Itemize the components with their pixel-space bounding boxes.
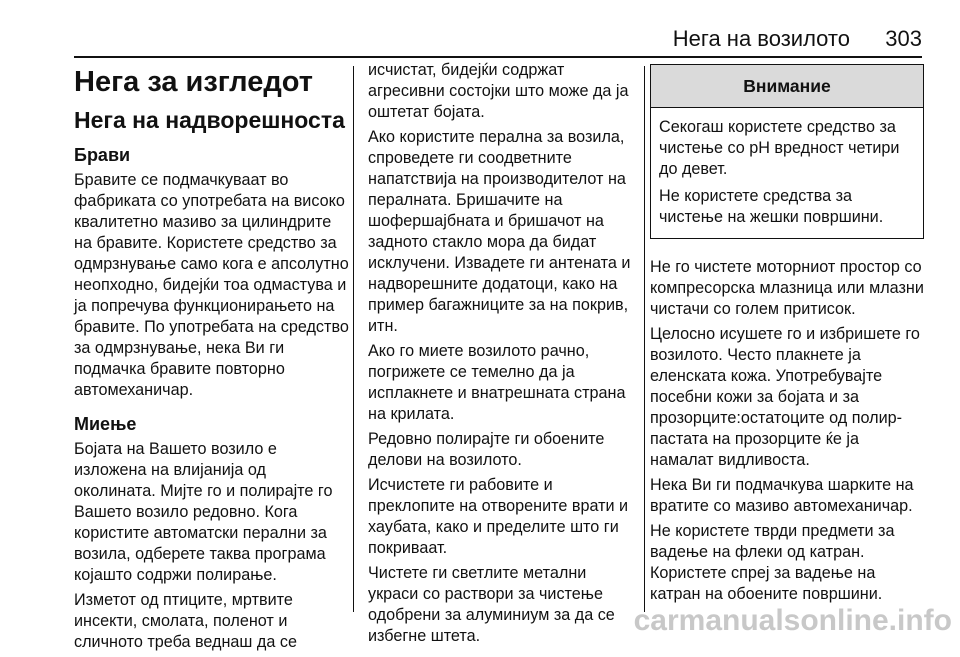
washing-paragraph-1: Бојата на Вашето возило е изложена на влијанија од околината. Мијте го и полирајте го Вашето возило редовно. Кога користите автоматски перални за возила, одберете таква програма којашто содржи полирање.	[74, 440, 333, 584]
paragraph: Нека Ви ги подмачкува шарките на вратите со мазиво автомеханичар.	[650, 476, 914, 515]
paragraph: Ако користите перална за возила, спроведете ги соодветните напатствија на производителот на пералната. Бришачите на шофершајбната и бришачот на задното стакло мора да бидат исклучени. Извадете ги антената и надворешните додатоци, како на пример багажниците за на покрив, итн.	[368, 128, 631, 335]
page-number: 303	[885, 26, 922, 51]
paragraph: Не користете тврди предмети за вадење на флеки од катран. Користете спреј за вадење на катран на обоените површини.	[650, 522, 895, 603]
watermark: carmanualsonline.info	[633, 604, 952, 637]
washing-heading: Миење	[74, 414, 137, 434]
paragraph: Ако го миете возилото рачно, погрижете се темелно да ја исплакнете и внатрешната страна на крилата.	[368, 342, 626, 423]
paragraph: Целосно исушете го и избришете го возилото. Често плакнете ја еленската кожа. Употребувајте посебни кожи за бојата и за прозорците:остатоците од полир-пастата на прозорците ќе ја намалат видливоста.	[650, 325, 920, 469]
warning-paragraph-1: Секогаш користете средство за чистење со pH вредност четири до девет.	[659, 118, 900, 178]
paragraph: Редовно полирајте ги обоените делови на возилото.	[368, 430, 605, 469]
warning-title: Внимание	[651, 65, 923, 108]
paragraph: Исчистете ги рабовите и преклопите на отворените врати и хаубата, како и пределите што ги покриваат.	[368, 476, 629, 557]
paragraph: исчистат, бидејќи содржат агресивни состојки што може да ја оштетат бојата.	[368, 61, 629, 121]
column-divider-1	[353, 66, 354, 612]
column-divider-2	[644, 66, 645, 612]
page-header	[0, 0, 960, 58]
locks-paragraph: Бравите се подмачкуваат во фабриката со употребата на високо квалитетно мазиво за цилиндрите на бравите. Користете средство за одмрзнување само кога е апсолутно неопходно, бидејќи тоа одмастува и ја попречува функционирањето на бравите. По употребата на средство за одмрзнување, нека Ви ги подмачка бравите повторно автомеханичар.	[74, 171, 349, 399]
section-title: Нега за изгледот	[74, 66, 313, 98]
column-3	[650, 58, 924, 609]
running-header-title: Нега на возилото	[672, 26, 850, 51]
paragraph: Чистете ги светлите метални украси со раствори за чистење одобрени за алуминиум за да се избегне штета.	[368, 564, 615, 645]
warning-body	[651, 108, 923, 238]
warning-box	[650, 64, 924, 239]
column-1	[74, 58, 352, 657]
column-2	[368, 60, 636, 651]
washing-paragraph-2: Изметот од птиците, мртвите инсекти, смолата, поленот и сличното треба веднаш да се	[74, 591, 297, 651]
locks-heading: Брави	[74, 145, 131, 165]
subsection-title: Нега на надворешноста	[74, 107, 345, 133]
paragraph: Не го чистете моторниот простор со компресорска млазница или млазни чистачи со голем притисок.	[650, 258, 924, 318]
warning-paragraph-2: Не користете средства за чистење на жешки површини.	[659, 187, 884, 226]
